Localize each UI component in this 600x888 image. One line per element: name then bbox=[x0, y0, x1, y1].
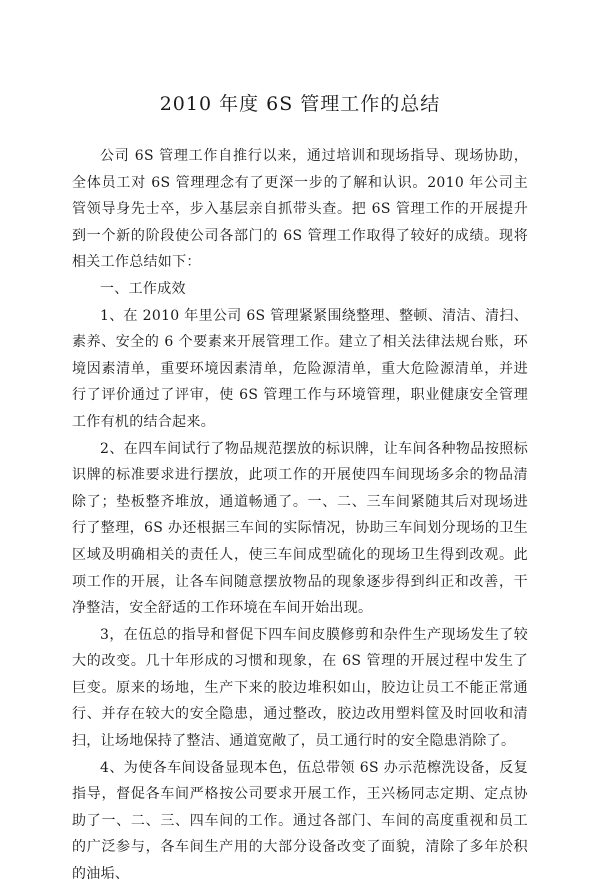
paragraph-item-2: 2、在四车间试行了物品规范摆放的标识牌，让车间各种物品按照标识牌的标准要求进行摆放，此项工作的开展使四车间现场多余的物品清除了；垫板整齐堆放，通道畅通了。一、二、三车间紧随其后对现场进行了整理，6S 办还根据三车间的实际情况，协助三车间划分现场的卫生区域及明确相关的责任人，使三车间成型硫化的现场卫生得到改观。此项工作的开展，让各车间随意摆放物品的现象逐步得到纠正和改善，干净整洁，安全舒适的工作环境在车间开始出现。 bbox=[72, 440, 528, 617]
document-title: 2010 年度 6S 管理工作的总结 bbox=[159, 93, 441, 115]
paragraph-item-1: 1、在 2010 年里公司 6S 管理紧紧围绕整理、整顿、清洁、清扫、素养、安全的 6 个要素来开展管理工作。建立了相关法律法规台账，环境因素清单，重要环境因素清单，危险源清单，重大危险源清单，并进行了评价通过了评审，使 6S 管理工作与环境管理，职业健康安全管理工作有机的结合起来。 bbox=[72, 307, 528, 430]
paragraph-item-3: 3，在伍总的指导和督促下四车间皮膜修剪和杂件生产现场发生了较大的改变。几十年形成的习惯和现象，在 6S 管理的开展过程中发生了巨变。原来的场地，生产下来的胶边堆积如山，胶边让员工不能正常通行、并存在较大的安全隐患，通过整改，胶边改用塑料筐及时回收和清扫，让场地保持了整洁、通道宽敞了，员工通行时的安全隐患消除了。 bbox=[72, 626, 528, 750]
section-heading: 一、工作成效 bbox=[100, 280, 186, 297]
paragraph-item-4: 4、为使各车间设备显现本色，伍总带领 6S 办示范檫洗设备，反复指导，督促各车间严格按公司要求开展工作，王兴杨同志定期、定点协助了一、二、三、四车间的工作。通过各部门、车间的高度重视和员工的广泛参与，各车间生产用的大部分设备改变了面貌，清除了多年於积的油垢、 bbox=[72, 759, 528, 883]
intro-paragraph: 公司 6S 管理工作自推行以来，通过培训和现场指导、现场协助，全体员工对 6S 管理理念有了更深一步的了解和认识。2010 年公司主管领导身先士卒，步入基层亲自抓带头查。把 6S 管理工作的开展提升到一个新的阶段使公司各部门的 6S 管理工作取得了较好的成绩。现将相关工作总结如下： bbox=[72, 148, 528, 271]
document-body bbox=[72, 143, 528, 888]
